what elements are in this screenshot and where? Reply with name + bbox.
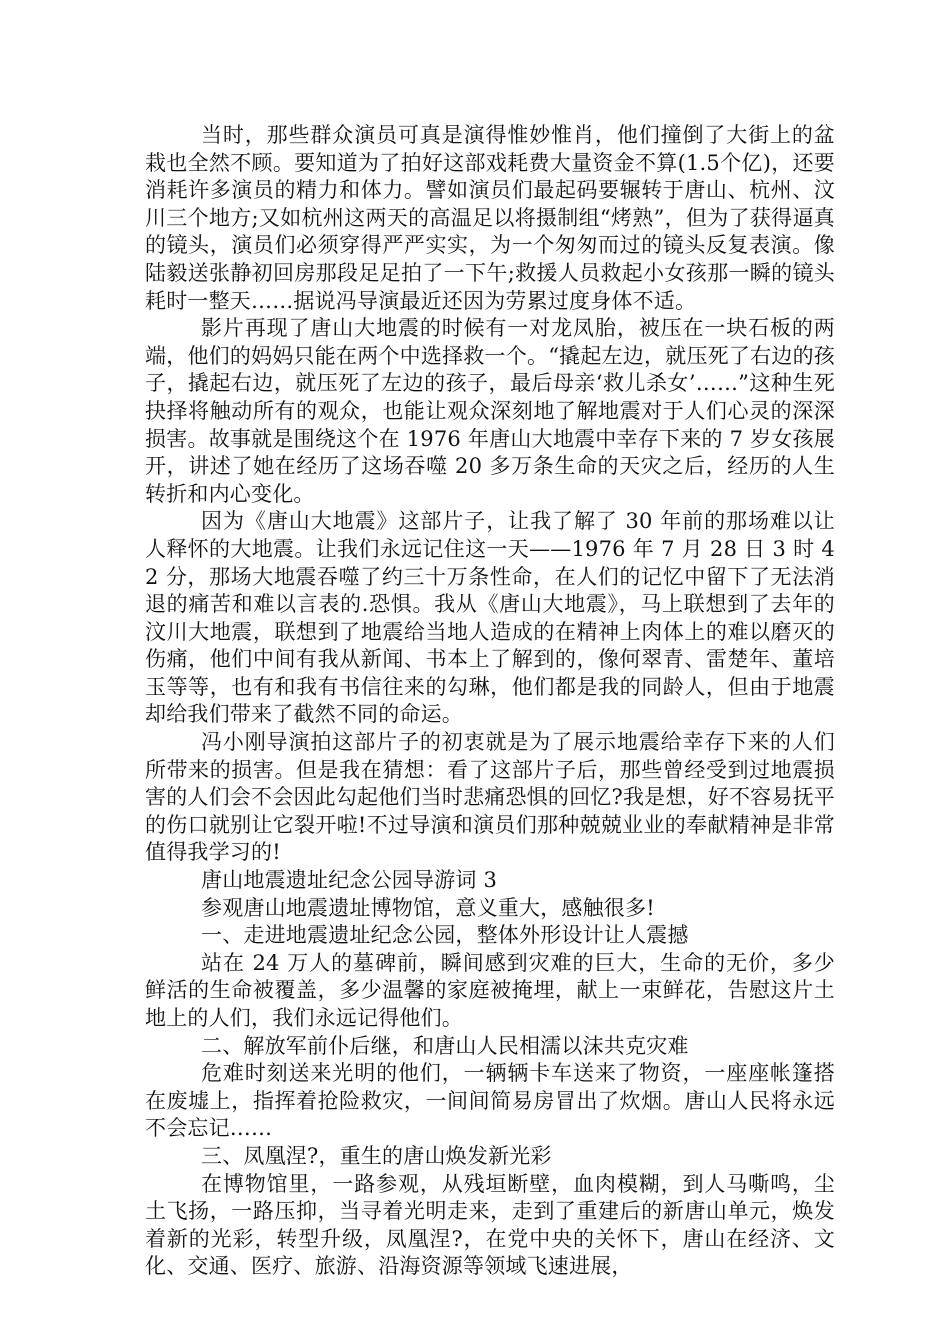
paragraph-director-intent: 冯小刚导演拍这部片子的初衷就是为了展示地震给幸存下来的人们所带来的损害。但是我在猜想：看了这部片子后，那些曾经受到过地震损害的人们会不会因此勾起他们当时悲痛恐惧的回忆?我是想，好不容易抚平的伤口就别让它裂开啦!不过导演和演员们那种兢兢业业的奉献精神是非常值得我学习的! — [145, 730, 835, 865]
paragraph-memorial: 站在 24 万人的墓碑前，瞬间感到灾难的巨大，生命的无价，多少鲜活的生命被覆盖，多少温馨的家庭被掩埋，献上一束鲜花，告慰这片土地上的人们，我们永远记得他们。 — [145, 950, 835, 1030]
paragraph-army-relief: 危难时刻送来光明的他们，一辆辆卡车送来了物资，一座座帐篷搭在废墟上，指挥着抢险救灾，一间间简易房冒出了炊烟。唐山人民将永远不会忘记…… — [145, 1061, 835, 1141]
paragraph-visit-museum: 参观唐山地震遗址博物馆，意义重大，感触很多! — [201, 895, 655, 920]
subheading-1: 一、走进地震遗址纪念公园，整体外形设计让人震撼 — [201, 923, 689, 948]
paragraph-new-tangshan: 在博物馆里，一路参观，从残垣断壁，血肉模糊，到人马嘶鸣，尘土飞扬，一路压抑，当寻着光明走来，走到了重建后的新唐山单元，焕发着新的光彩，转型升级，凤凰涅?，在党中央的关怀下，唐山在经济、文化、交通、医疗、旅游、沿海资源等领域飞速进展， — [145, 1171, 835, 1279]
paragraph-remember-1976: 因为《唐山大地震》这部片子，让我了解了 30 年前的那场难以让人释怀的大地震。让我们永远记住这一天——1976 年 7 月 28 日 3 时 42 分，那场大地震吞噬了约三十万条性命，在人们的记忆中留下了无法消退的痛苦和难以言表的.恐惧。我从《唐山大地震》，马上联想到了去年的汶川大地震，联想到了地震给当地人造成的在精神上肉体上的难以磨灭的伤痛，他们中间有我从新闻、书本上了解到的，像何翠青、雷楚年、董培玉等等，也有和我有书信往来的勾琳，他们都是我的同龄人，但由于地震却给我们带来了截然不同的命运。 — [145, 509, 835, 727]
subheading-3: 三、凤凰涅?，重生的唐山焕发新光彩 — [201, 1143, 552, 1168]
document-page — [145, 122, 835, 1281]
section-heading-guide-3: 唐山地震遗址纪念公园导游词 3 — [201, 868, 498, 893]
paragraph-filming-effort: 当时，那些群众演员可真是演得惟妙惟肖，他们撞倒了大街上的盆栽也全然不顾。要知道为了拍好这部戏耗费大量资金不算(1.5个亿)，还要消耗许多演员的精力和体力。譬如演员们最起码要辗转于唐山、杭州、汶川三个地方;又如杭州这两天的高温足以将摄制组“烤熟”，但为了获得逼真的镜头，演员们必须穿得严严实实，为一个匆匆而过的镜头反复表演。像陆毅送张静初回房那段足足拍了一下午;救援人员救起小女孩那一瞬的镜头耗时一整天……据说冯导演最近还因为劳累过度身体不适。 — [145, 123, 835, 313]
subheading-2: 二、解放军前仆后继，和唐山人民相濡以沫共克灾难 — [201, 1033, 689, 1058]
paragraph-twins-story: 影片再现了唐山大地震的时候有一对龙凤胎，被压在一块石板的两端，他们的妈妈只能在两个中选择救一个。“撬起左边，就压死了右边的孩子，撬起右边，就压死了左边的孩子，最后母亲‘救儿杀女’……”这种生死抉择将触动所有的观众，也能让观众深刻地了解地震对于人们心灵的深深损害。故事就是围绕这个在 1976 年唐山大地震中幸存下来的 7 岁女孩展开，讲述了她在经历了这场吞噬 20 多万条生命的天灾之后，经历的人生转折和内心变化。 — [145, 316, 835, 506]
